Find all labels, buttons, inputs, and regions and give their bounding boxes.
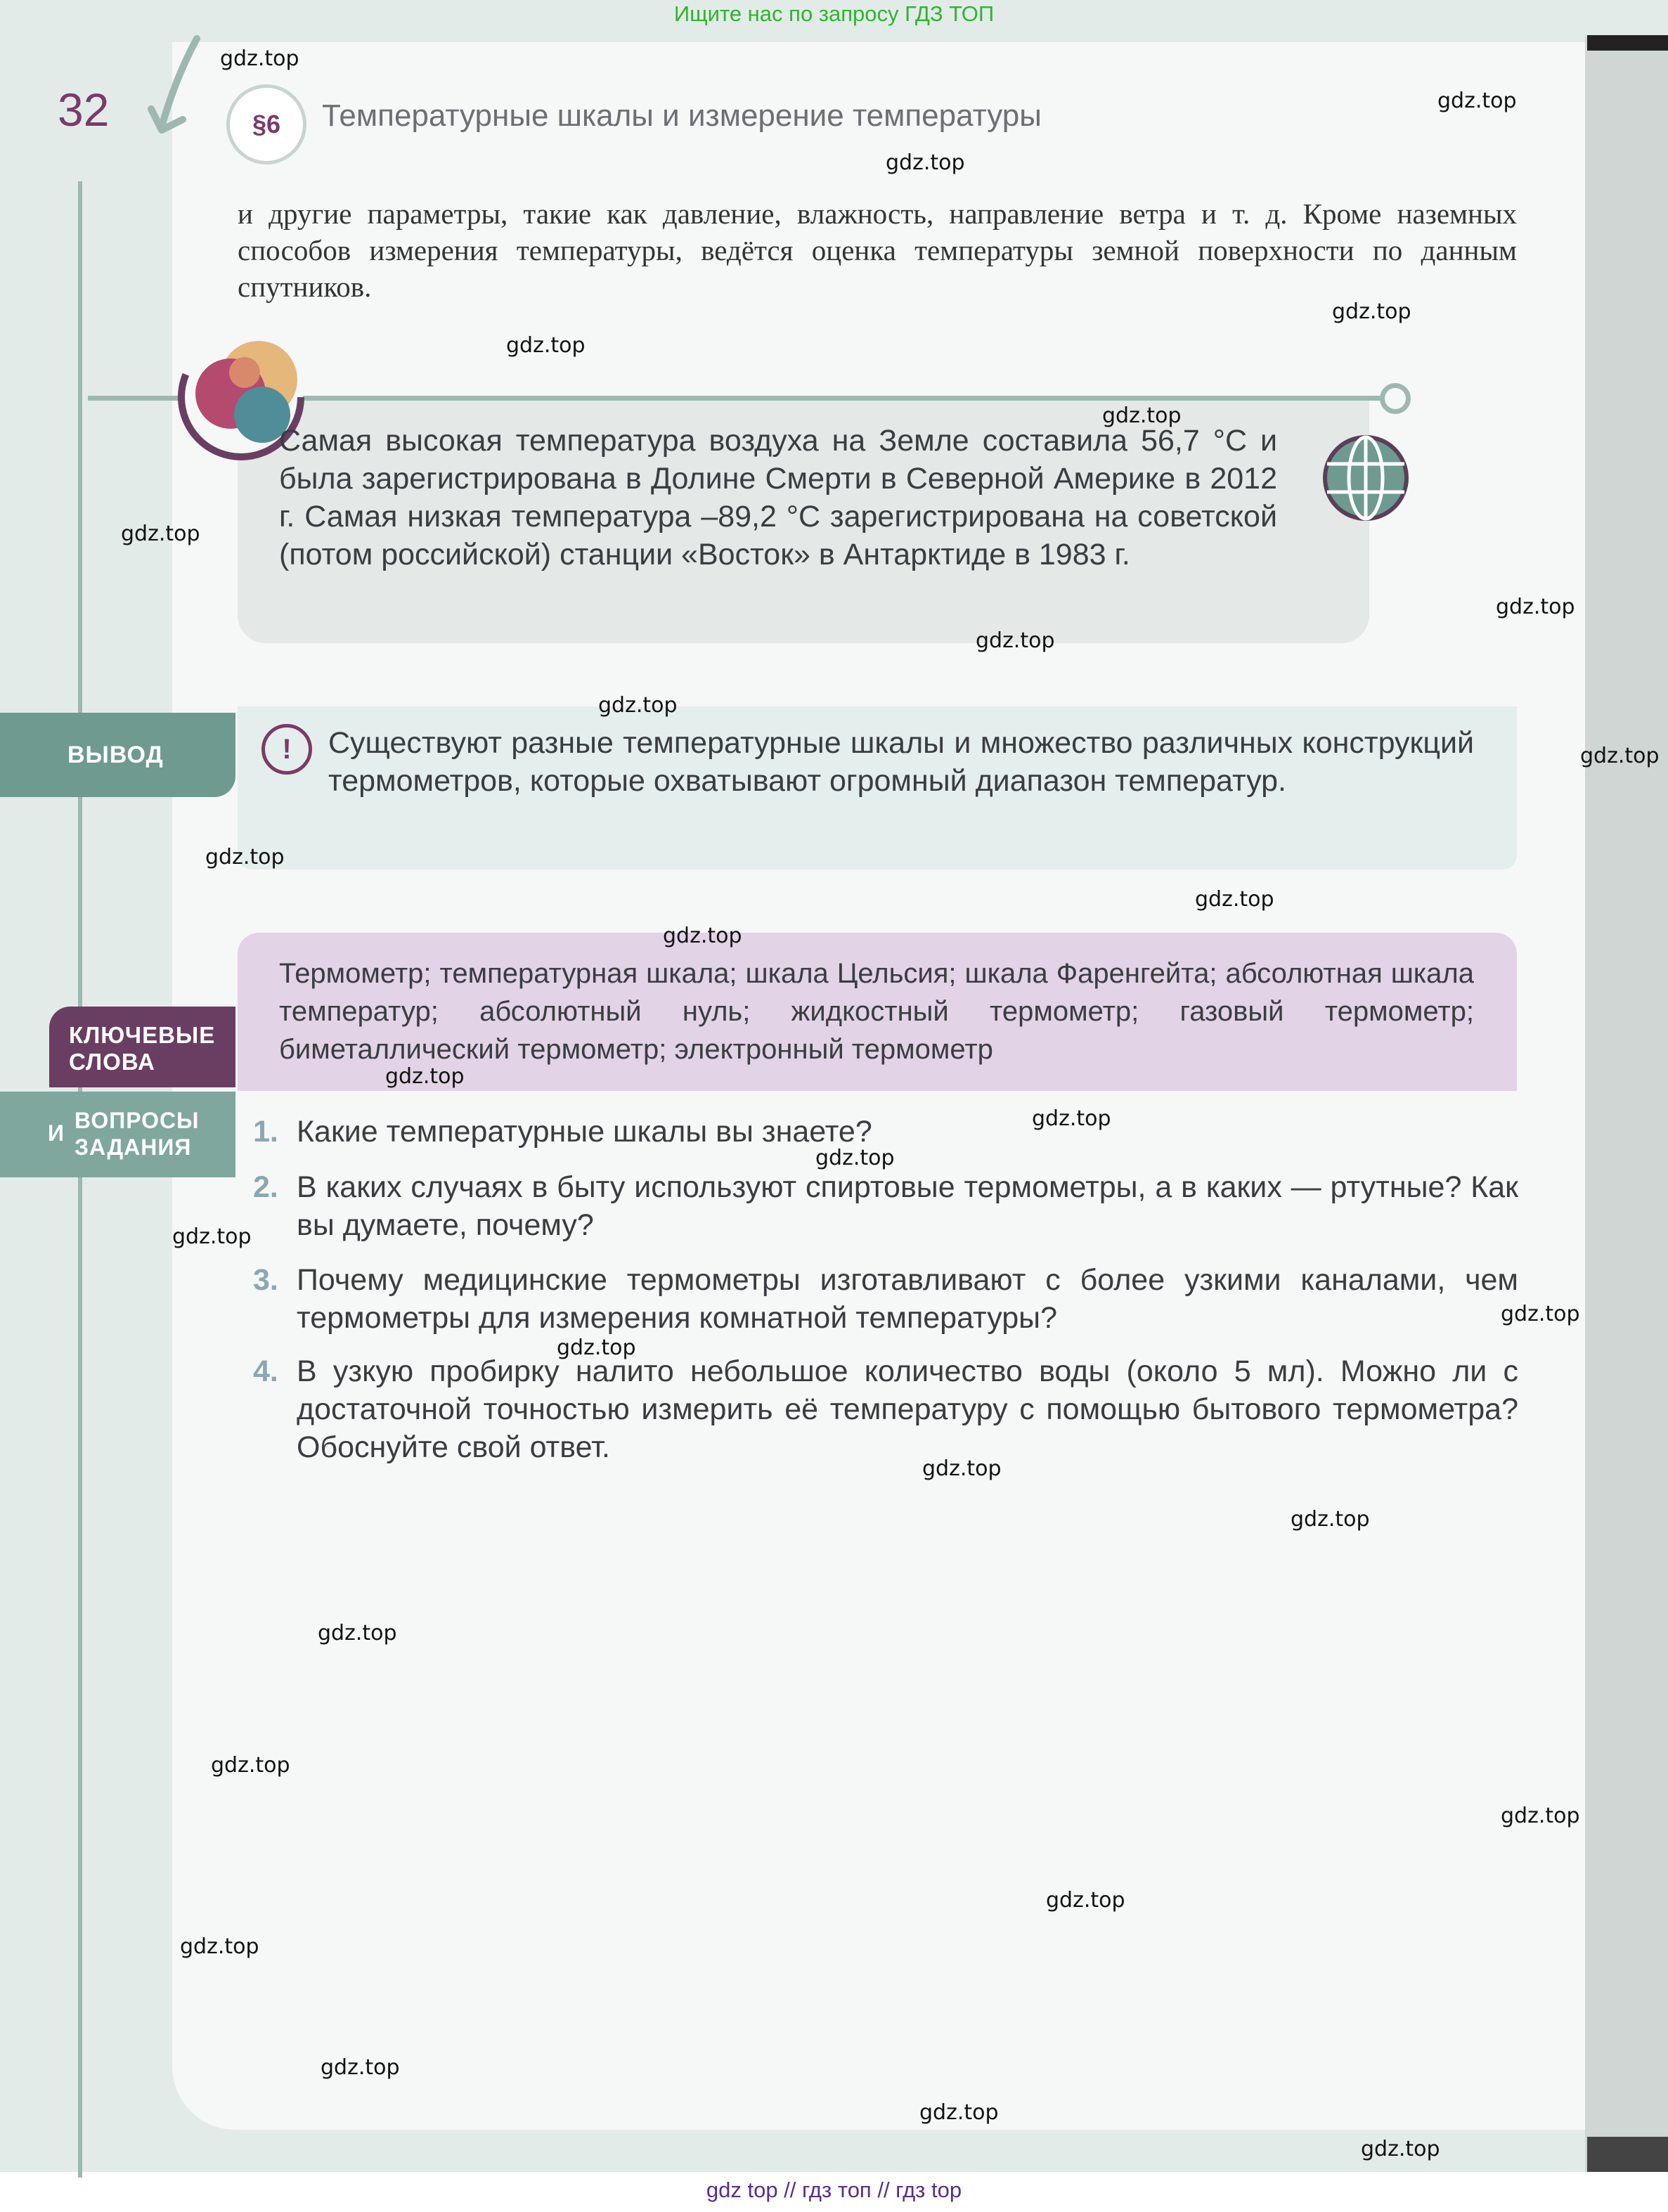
question-number: 1.: [253, 1115, 278, 1149]
book-edge: [1585, 35, 1668, 2179]
exclamation-icon: !: [261, 724, 312, 775]
watermark: gdz.top: [1580, 744, 1660, 768]
watermark: gdz.top: [172, 1224, 252, 1249]
book-edge-shadow: [1587, 35, 1668, 51]
watermark: gdz.top: [1291, 1507, 1370, 1532]
watermark: gdz.top: [321, 2055, 400, 2080]
keywords-label: [49, 1007, 235, 1087]
watermark: gdz.top: [1437, 89, 1517, 113]
watermark: gdz.top: [1032, 1106, 1111, 1131]
watermark: gdz.top: [598, 693, 678, 718]
watermark: gdz.top: [506, 333, 586, 358]
fact-text: Самая высокая температура воздуха на Земле составила 56,7 °С и была зарегистрирована в Долине Смерти в Северной Америке в 2012 г. Самая низкая температура –89,2 °С зарегистрирована на советской (потом российской) станции «Восток» в Антарктиде в 1983 г.: [279, 424, 1277, 571]
bottom-ad-link[interactable]: gdz top // гдз топ // гдз top: [706, 2178, 962, 2202]
questions-label-line1: ВОПРОСЫ: [75, 1108, 200, 1133]
page-title: Температурные шкалы и измерение температуры: [322, 98, 1042, 133]
keywords-label-line2: СЛОВА: [69, 1049, 155, 1075]
question-item: [253, 1261, 1518, 1338]
question-item: [253, 1168, 1518, 1246]
watermark: gdz.top: [318, 1621, 397, 1645]
watermark: gdz.top: [1496, 595, 1575, 619]
question-number: 4.: [253, 1354, 278, 1388]
watermark: gdz.top: [211, 1753, 290, 1778]
questions-label: [0, 1092, 235, 1177]
watermark: gdz.top: [385, 1064, 465, 1089]
curved-arrow-icon: [148, 35, 211, 141]
watermark: gdz.top: [1046, 1888, 1125, 1913]
watermark: gdz.top: [557, 1335, 636, 1360]
watermark: gdz.top: [205, 845, 285, 869]
watermark: gdz.top: [1501, 1302, 1580, 1326]
top-ad-link[interactable]: Ищите нас по запросу ГДЗ ТОП: [673, 1, 995, 26]
question-number: 2.: [253, 1170, 278, 1204]
conclusion-label: ВЫВОД: [0, 713, 235, 797]
page-number: 32: [58, 84, 110, 136]
keywords-label-line1: КЛЮЧЕВЫЕ: [69, 1022, 216, 1048]
keywords-text: Термометр; температурная шкала; шкала Цельсия; шкала Фаренгейта; абсолютная шкала температур; абсолютный нуль; жидкостный термометр; газовый термометр; биметаллический термометр; электронный термометр: [279, 958, 1474, 1065]
watermark: gdz.top: [1102, 403, 1182, 428]
watermark: gdz.top: [220, 46, 299, 71]
question-item: [253, 1352, 1518, 1468]
watermark: gdz.top: [886, 150, 965, 175]
watermark: gdz.top: [121, 522, 200, 546]
question-text: В каких случаях в быту используют спиртовые термометры, а в каких — ртутные? Как вы думаете, почему?: [297, 1170, 1518, 1242]
intro-paragraph: и другие параметры, такие как давление, влажность, направление ветра и т. д. Кроме наземных способов измерения температуры, ведётся оценка температуры земной поверхности по данным спутников.: [238, 198, 1517, 303]
watermark: gdz.top: [1501, 1804, 1580, 1828]
questions-label-i: И: [48, 1120, 65, 1146]
fact-divider-end: [1380, 383, 1411, 414]
watermark: gdz.top: [815, 1146, 895, 1170]
question-text: Почему медицинские термометры изготавливают с более узкими каналами, чем термометры для измерения комнатной температуры?: [297, 1263, 1518, 1335]
watermark: gdz.top: [976, 628, 1055, 653]
watermark: gdz.top: [1361, 2137, 1440, 2161]
watermark: gdz.top: [922, 1456, 1002, 1481]
questions-label-line2: ЗАДАНИЯ: [75, 1134, 192, 1160]
watermark: gdz.top: [919, 2100, 999, 2125]
watermark: gdz.top: [180, 1934, 259, 1959]
sidebar-line: [78, 181, 82, 2178]
watermark: gdz.top: [1195, 887, 1274, 912]
question-number: 3.: [253, 1263, 278, 1297]
question-text: В узкую пробирку налито небольшое количество воды (около 5 мл). Можно ли с достаточной точностью измерить её температуру с помощью бытового термометра? Обоснуйте свой ответ.: [297, 1354, 1518, 1464]
conclusion-text: Существуют разные температурные шкалы и множество различных конструкций термометров, которые охватывают огромный диапазон температур.: [328, 726, 1474, 798]
watermark: gdz.top: [1332, 299, 1411, 324]
watermark: gdz.top: [663, 924, 742, 948]
paragraph-badge: §6: [226, 84, 306, 164]
globe-icon: [1320, 432, 1411, 524]
question-text: Какие температурные шкалы вы знаете?: [297, 1115, 872, 1149]
